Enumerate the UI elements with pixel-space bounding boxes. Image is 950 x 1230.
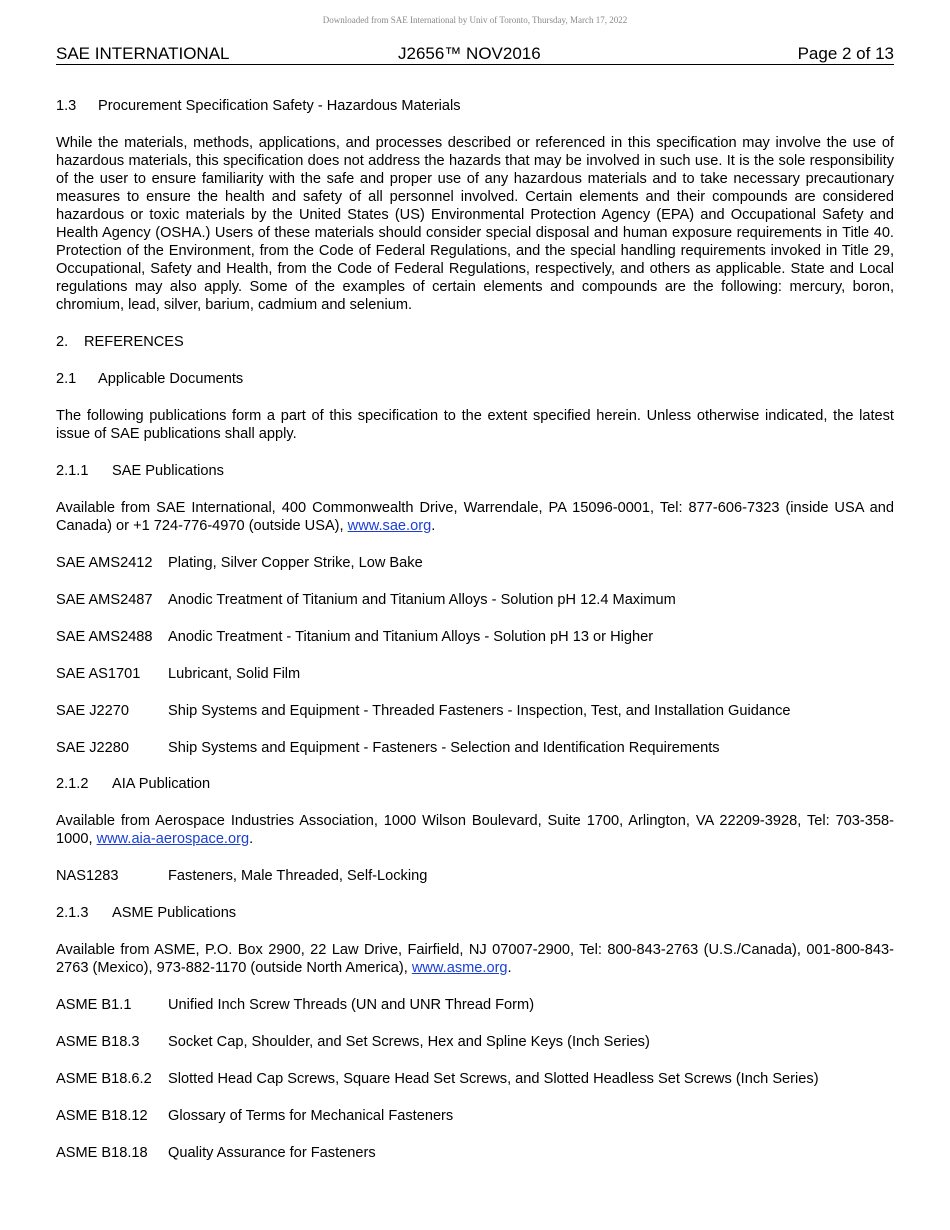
reference-code: ASME B1.1 [56,997,132,1013]
asme-website-link[interactable]: www.asme.org [411,960,508,976]
sae-reference-list [56,554,894,757]
reference-title: Ship Systems and Equipment - Threaded Fasteners - Inspection, Test, and Installation Guidance [168,703,791,719]
applicable-documents-paragraph: The following publications form a part of this specification to the extent specified herein. Unless otherwise indicated, the latest issue of SAE publications shall apply. [56,408,894,442]
page-content [56,97,894,1162]
asme-availability-paragraph: Available from ASME, P.O. Box 2900, 22 Law Drive, Fairfield, NJ 07007-2900, Tel: 800-843-2763 (U.S./Canada), 001-800-843-2763 (Mexico), 973-882-1170 (outside North America), www.asme.org. [56,942,894,976]
reference-code: SAE J2270 [56,703,130,719]
asme-reference-list [56,996,894,1162]
aia-availability-paragraph: Available from Aerospace Industries Association, 1000 Wilson Boulevard, Suite 1700, Arlington, VA 22209-3928, Tel: 703-358-1000, www.aia-aerospace.org. [56,813,894,847]
section-heading-2-1: 2.1 Applicable Documents [56,371,244,387]
sae-availability-paragraph: Available from SAE International, 400 Commonwealth Drive, Warrendale, PA 15096-0001, Tel: 877-606-7323 (inside USA and Canada) or +1 724-776-4970 (outside USA), www.sae.org. [56,500,894,534]
aia-reference-list [56,867,894,885]
reference-title: Quality Assurance for Fasteners [168,1145,376,1161]
reference-item [56,628,894,646]
section-heading-1-3: 1.3 Procurement Specification Safety - Hazardous Materials [56,98,461,114]
reference-code: ASME B18.6.2 [56,1071,152,1087]
reference-code: SAE AMS2412 [56,555,153,571]
page-header [56,44,894,65]
reference-code: SAE AS1701 [56,666,141,682]
reference-title: Fasteners, Male Threaded, Self-Locking [168,868,428,884]
reference-title: Slotted Head Cap Screws, Square Head Set Screws, and Slotted Headless Set Screws (Inch Series) [168,1071,819,1087]
reference-code: SAE AMS2487 [56,592,153,608]
reference-title: Lubricant, Solid Film [168,666,301,682]
reference-title: Anodic Treatment of Titanium and Titanium Alloys - Solution pH 12.4 Maximum [168,592,676,608]
reference-item [56,1033,894,1051]
header-org: SAE INTERNATIONAL [56,44,230,63]
header-doc-number: J2656™ NOV2016 [398,44,541,63]
reference-code: ASME B18.12 [56,1108,148,1124]
reference-item [56,1070,894,1088]
reference-title: Unified Inch Screw Threads (UN and UNR Thread Form) [168,997,535,1013]
reference-code: NAS1283 [56,868,119,884]
reference-item [56,1107,894,1125]
reference-item [56,867,894,885]
section-heading-2-1-3: 2.1.3 ASME Publications [56,905,237,921]
reference-code: ASME B18.3 [56,1034,140,1050]
download-watermark: Downloaded from SAE International by Univ of Toronto, Thursday, March 17, 2022 [322,15,628,25]
section-heading-2: 2. REFERENCES [56,334,184,350]
reference-item [56,554,894,572]
section-heading-2-1-2: 2.1.2 AIA Publication [56,776,211,792]
reference-code: SAE AMS2488 [56,629,153,645]
reference-item [56,702,894,720]
header-page-number: Page 2 of 13 [797,44,894,63]
reference-title: Plating, Silver Copper Strike, Low Bake [168,555,423,571]
reference-code: ASME B18.18 [56,1145,148,1161]
reference-title: Glossary of Terms for Mechanical Fasteners [168,1108,454,1124]
section-heading-2-1-1: 2.1.1 SAE Publications [56,463,224,479]
reference-code: SAE J2280 [56,740,130,756]
reference-item [56,665,894,683]
reference-title: Socket Cap, Shoulder, and Set Screws, Hex and Spline Keys (Inch Series) [168,1034,650,1050]
aia-website-link[interactable]: www.aia-aerospace.org [96,831,250,847]
reference-item [56,591,894,609]
reference-item [56,739,894,757]
hazardous-materials-paragraph: While the materials, methods, applications, and processes described or referenced in this specification may involve the use of hazardous materials, this specification does not address the hazards that may be involved in such use. It is the sole responsibility of the user to ensure familiarity with the safe and proper use of any hazardous materials and to take necessary precautionary measures to ensure the health and safety of all personnel involved. Certain elements and their compounds are considered hazardous or toxic materials by the United States (US) Environmental Protection Agency (EPA) and Occupational Safety and Health Agency (OSHA.) Users of these materials should consider special disposal and human exposure requirements in Title 40. Protection of the Environment, from the Code of Federal Regulations, and the special handling requirements invoked in Title 29, Occupational, Safety and Health, from the Code of Federal Regulations, respectively, and others as applicable. State and Local regulations may also apply. Some of the examples of certain elements and compounds are the following: mercury, boron, chromium, lead, silver, barium, cadmium and selenium. [56,135,894,313]
reference-title: Anodic Treatment - Titanium and Titanium Alloys - Solution pH 13 or Higher [168,629,654,645]
reference-item [56,996,894,1014]
reference-item [56,1144,894,1162]
reference-title: Ship Systems and Equipment - Fasteners - Selection and Identification Requirements [168,740,720,756]
sae-website-link[interactable]: www.sae.org [347,518,432,534]
